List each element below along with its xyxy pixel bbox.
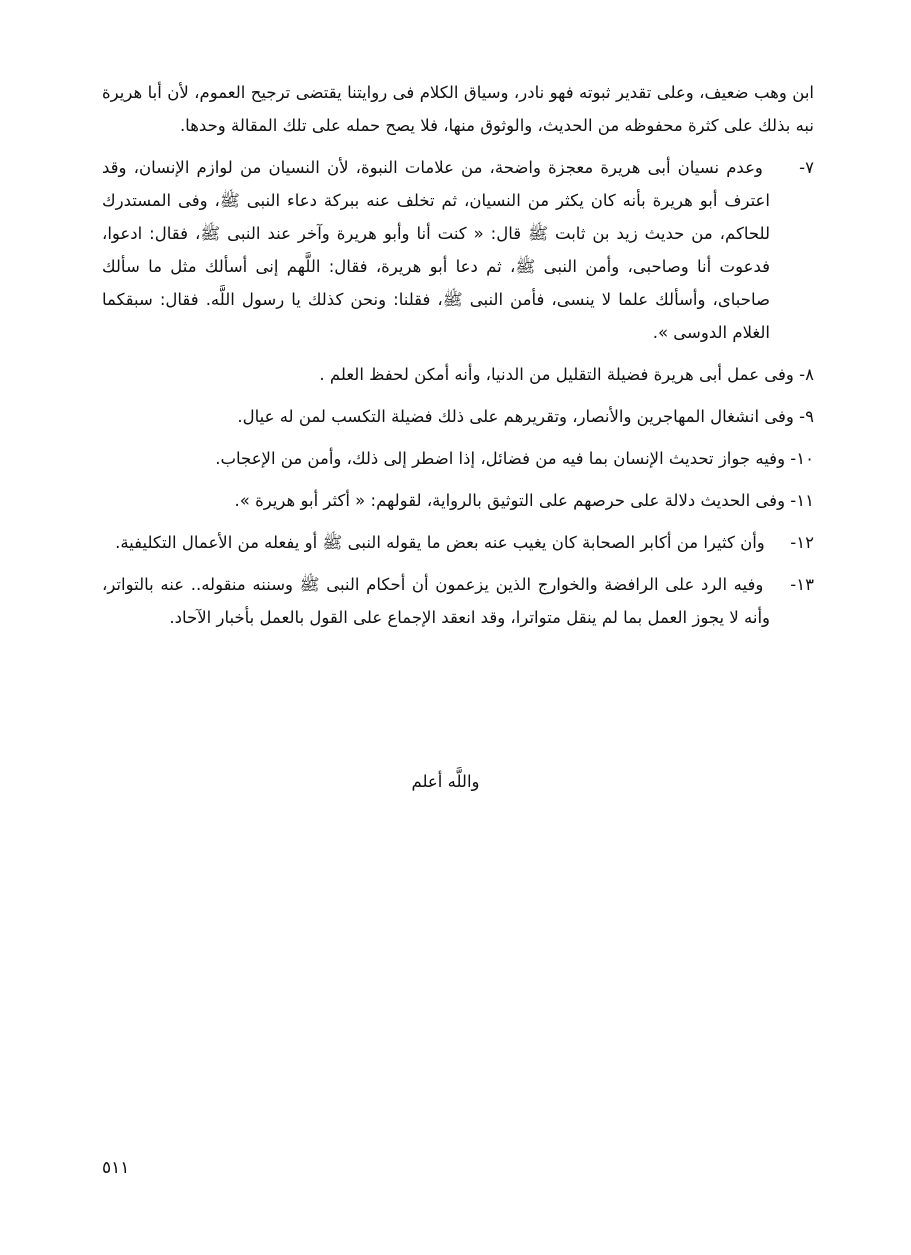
item-text: وأن كثيرا من أكابر الصحابة كان يغيب عنه بعض ما يقوله النبى ﷺ أو يفعله من الأعمال التكليفية.	[115, 533, 765, 552]
item-number: ١٢-	[790, 533, 814, 552]
closing-text: واللَّه أعلم	[411, 772, 480, 791]
item-text: وفيه الرد على الرافضة والخوارج الذين يزعمون أن أحكام النبى ﷺ وسننه منقوله.. عنه بالتواتر، وأنه لا يجوز العمل بما لم ينقل متواترا، وقد انعقد الإجماع على القول بالعمل بأخبار الآحاد.	[102, 575, 770, 627]
item-text: وفى الحديث دلالة على حرصهم على التوثيق بالرواية، لقولهم: « أكثر أبو هريرة ».	[234, 491, 786, 510]
list-item-7	[102, 151, 814, 349]
page-number: ٥١١	[102, 1158, 130, 1178]
item-number: ٨-	[799, 365, 814, 384]
intro-paragraph: ابن وهب ضعيف، وعلى تقدير ثبوته فهو نادر، وسياق الكلام فى روايتنا يقتضى ترجيح العموم، لأن أبا هريرة نبه بذلك على كثرة محفوظه من الحديث، والوثوق منها، فلا يصح حمله على تلك المقالة وحدها.	[102, 83, 814, 135]
item-text: وفى انشغال المهاجرين والأنصار، وتقريرهم على ذلك فضيلة التكسب لمن له عيال.	[237, 407, 794, 426]
closing-phrase	[0, 765, 911, 798]
list-item-8	[102, 358, 814, 391]
item-text: وفيه جواز تحديث الإنسان بما فيه من فضائل، إذا اضطر إلى ذلك، وأمن من الإعجاب.	[215, 449, 786, 468]
item-number: ١١-	[790, 491, 814, 510]
item-number: ١٣-	[790, 575, 814, 594]
list-item-9	[102, 400, 814, 433]
item-number: ١٠-	[790, 449, 814, 468]
item-number: ٩-	[799, 407, 814, 426]
list-item-12	[102, 526, 814, 559]
list-item-13	[102, 568, 814, 634]
body-text	[102, 76, 814, 643]
list-item-11	[102, 484, 814, 517]
item-number: ٧-	[799, 158, 815, 177]
item-text: وفى عمل أبى هريرة فضيلة التقليل من الدنيا، وأنه أمكن لحفظ العلم .	[319, 365, 794, 384]
list-item-10	[102, 442, 814, 475]
item-text: وعدم نسيان أبى هريرة معجزة واضحة، من علامات النبوة، لأن النسيان من لوازم الإنسان، وقد اعترف أبو هريرة بأنه كان يكثر من النسيان، ثم تخلف عنه ببركة دعاء النبى ﷺ، وفى المستدرك للحاكم، من حديث زيد بن ثابت ﷺ قال: « كنت أنا وأبو هريرة وآخر عند النبى ﷺ، فقال: ادعوا، فدعوت أنا وصاحبى، وأمن النبى ﷺ، ثم دعا أبو هريرة، فقال: اللَّهم إنى أسألك مثل ما سألك صاحباى، وأسألك علما لا ينسى، فأمن النبى ﷺ، فقلنا: ونحن كذلك يا رسول اللَّه. فقال: سبقكما الغلام الدوسى ».	[102, 158, 770, 342]
